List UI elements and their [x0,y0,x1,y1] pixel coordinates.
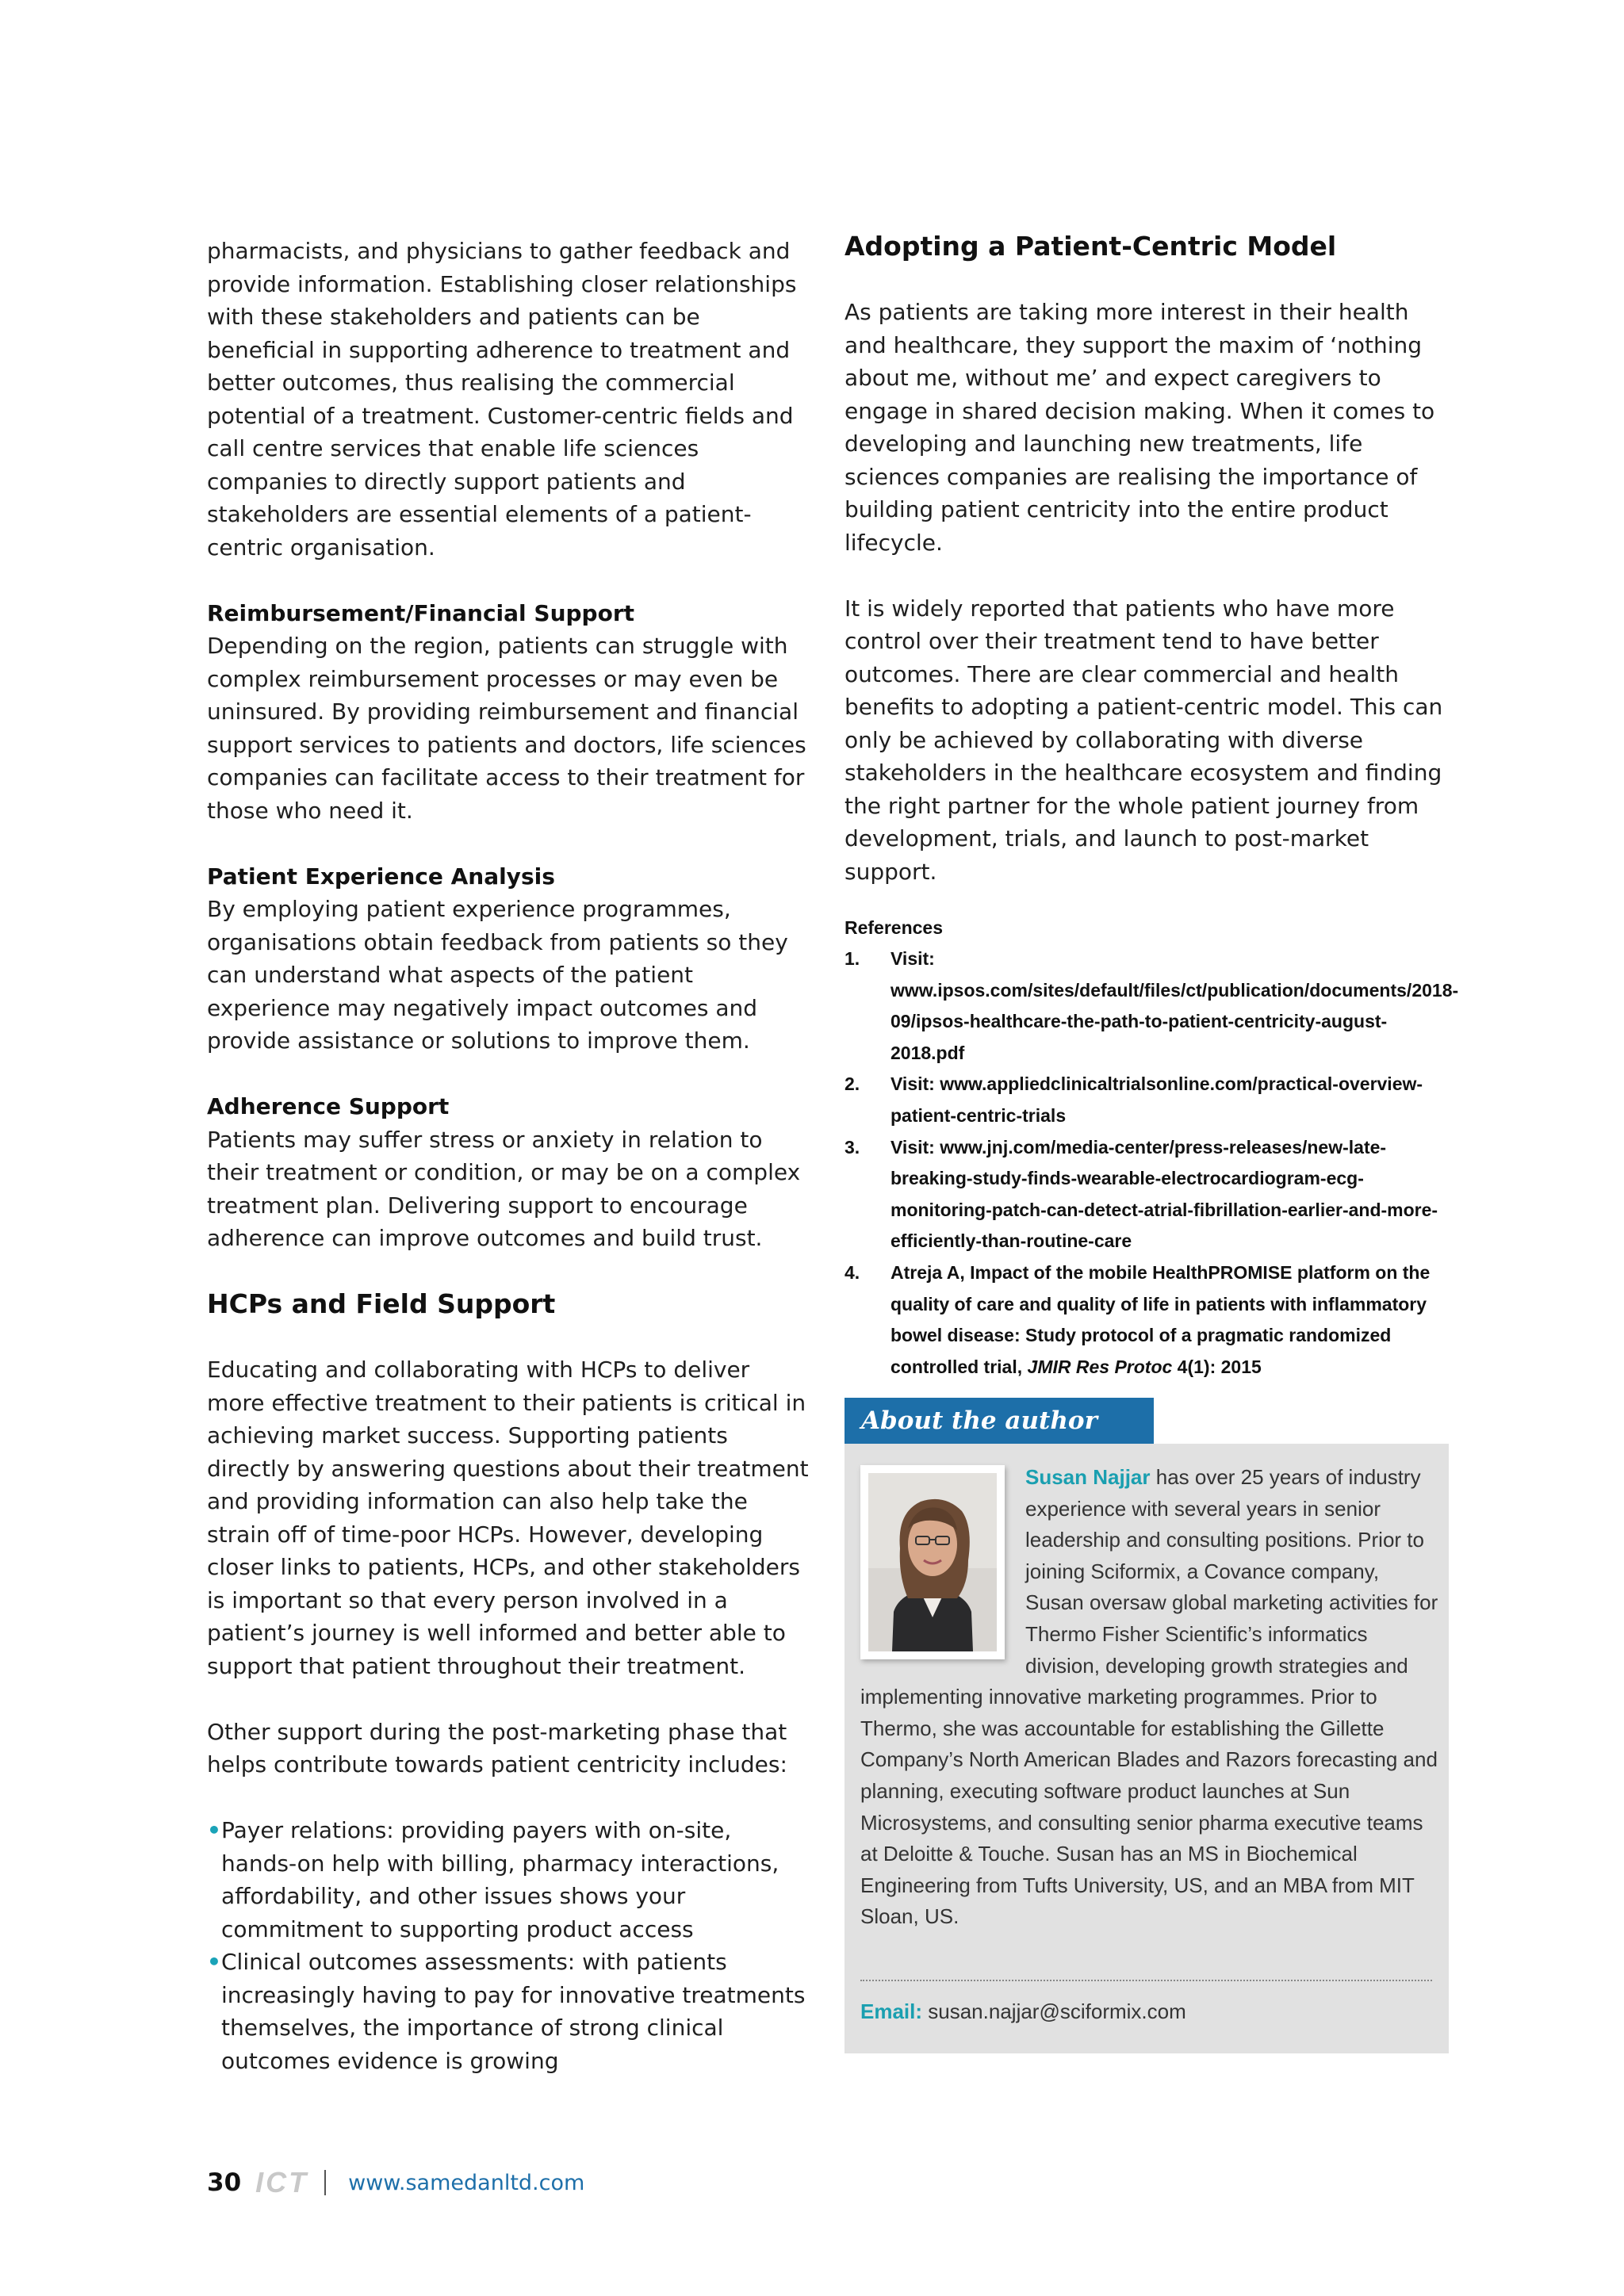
support-bullet-list [207,1814,810,2077]
reference-item [845,1069,1451,1131]
about-author-box [845,1444,1449,2053]
reference-citation: 4(1): 2015 [1172,1356,1262,1377]
bullet-item [207,1946,810,2077]
footer-url-link[interactable]: www.samedanltd.com [348,2170,585,2195]
reference-journal: JMIR Res Protoc [1027,1356,1173,1377]
author-bio [860,1462,1439,1933]
hcp-paragraph: Educating and collaborating with HCPs to deliver more effective treatment to their patients is critical in achieving market success. Supporting patients directly by answering questions about their treatment and providing information can also help take the strain off of time-poor HCPs. However, developing closer links to patients, HCPs, and other stakeholders is important so that every person involved in a patient’s journey is well informed and better able to support that patient throughout their treatment. [207,1357,809,1679]
bullet-dot: • [207,1949,221,1975]
footer-separator [324,2170,326,2195]
author-email[interactable]: susan.najjar@sciformix.com [928,1999,1186,2023]
reimbursement-paragraph: Depending on the region, patients can struggle with complex reimbursement processes or may even be uninsured. By providing reimbursement and financial support services to patients and doctors, life sciences companies can facilitate access to their treatment for those who need it. [207,633,806,824]
bullet-text: Payer relations: providing payers with on-site, hands-on help with billing, pharmacy interactions, affordability, and other issues shows your commitment to supporting product access [221,1817,779,1942]
model-paragraph-2: It is widely reported that patients who have more control over their treatment tend to have better outcomes. There are clear commercial and health benefits to adopting a patient-centric model. This can only be achieved by collaborating with diverse stakeholders in the healthcare ecosystem and finding the right partner for the whole patient journey from development, trials, and launch to post-market support. [845,595,1443,885]
experience-paragraph: By employing patient experience programmes, organisations obtain feedback from patients so they can understand what aspects of the patient experience may negatively impact outcomes and provide assistance or solutions to improve them. [207,896,788,1054]
reference-number: 1. [845,948,860,969]
reference-item [845,943,1459,1069]
adherence-heading: Adherence Support [207,1093,450,1119]
bullet-dot: • [207,1817,221,1843]
reference-item [845,1257,1451,1383]
model-heading: Adopting a Patient-Centric Model [845,231,1337,262]
reference-text: Visit: www.ipsos.com/sites/default/files/ct/publication/documents/2018-09/ipsos-healthcare-the-path-to-patient-centricity-august-2018.pdf [891,948,1459,1063]
author-email-line [860,1996,1186,2027]
reference-number: 2. [845,1073,860,1095]
left-column [207,235,810,2077]
other-support-paragraph: Other support during the post-marketing phase that helps contribute towards patient centricity includes: [207,1718,787,1777]
about-author-label: About the author [861,1406,1097,1435]
model-paragraph-1: As patients are taking more interest in their health and healthcare, they support the maxim of ‘nothing about me, without me’ and expect caregivers to engage in shared decision making. When it comes to developing and launching new treatments, life sciences companies are realising the importance of building patient centricity into the entire product lifecycle. [845,299,1435,556]
page-number: 30 [207,2168,242,2197]
reference-text: Visit: www.jnj.com/media-center/press-releases/new-late-breaking-study-finds-wearable-electrocardiogram-ecg-monitoring-patch-can-detect-atrial-fibrillation-earlier-and-more-efficiently-than-routine-care [891,1136,1438,1252]
reference-text: Atreja A, Impact of the mobile HealthPROMISE platform on the quality of care and quality of life in patients with inflammatory bowel disease: Study protocol of a pragmatic randomized controlled trial, [891,1261,1431,1377]
email-label: Email: [860,1999,923,2023]
author-bio-text: has over 25 years of industry experience with several years in senior leadership and consulting positions. Prior to joining Sciformix, a Covance company, Susan oversaw global marketing activities for Thermo Fisher Scientific’s informatics division, developing growth strategies and implementing innovative marketing programmes. Prior to Thermo, she was accountable for establishing the Gillette Company’s North American Blades and Razors forecasting and planning, executing software product launches at Sun Microsystems, and consulting senior pharma executive teams at Deloitte & Touche. Susan has an MS in Biochemical Engineering from Tufts University, US, and an MBA from MIT Sloan, US. [860,1465,1438,1929]
hcp-heading: HCPs and Field Support [207,1288,556,1319]
bullet-text: Clinical outcomes assessments: with patients increasingly having to pay for innovative treatments themselves, the importance of strong clinical outcomes evidence is growing [221,1949,806,2074]
experience-heading: Patient Experience Analysis [207,863,555,890]
reference-number: 3. [845,1136,860,1158]
references-title: References [845,917,944,938]
reference-item [845,1132,1451,1257]
reference-number: 4. [845,1261,860,1283]
adherence-paragraph: Patients may suffer stress or anxiety in relation to their treatment or condition, or may be on a complex treatment plan. Delivering support to encourage adherence can improve outcomes and build trust. [207,1126,801,1251]
reference-text: Visit: www.appliedclinicaltrialsonline.com/practical-overview-patient-centric-trials [891,1073,1423,1126]
intro-paragraph: pharmacists, and physicians to gather feedback and provide information. Establishing closer relationships with these stakeholders and patients can be beneficial in supporting adherence to treatment and better outcomes, thus realising the commercial potential of a treatment. Customer-centric fields and call centre services that enable life sciences companies to directly support patients and stakeholders are essential elements of a patient-centric organisation. [207,238,797,561]
references-list [845,943,1459,1383]
page-footer [207,2164,584,2201]
ict-logo: ICT [255,2166,309,2198]
reimbursement-heading: Reimbursement/Financial Support [207,599,635,626]
author-divider [860,1980,1432,1981]
author-name: Susan Najjar [1025,1465,1151,1489]
bullet-item [207,1814,810,1946]
right-column [845,230,1459,1383]
about-author-tab [845,1398,1154,1444]
